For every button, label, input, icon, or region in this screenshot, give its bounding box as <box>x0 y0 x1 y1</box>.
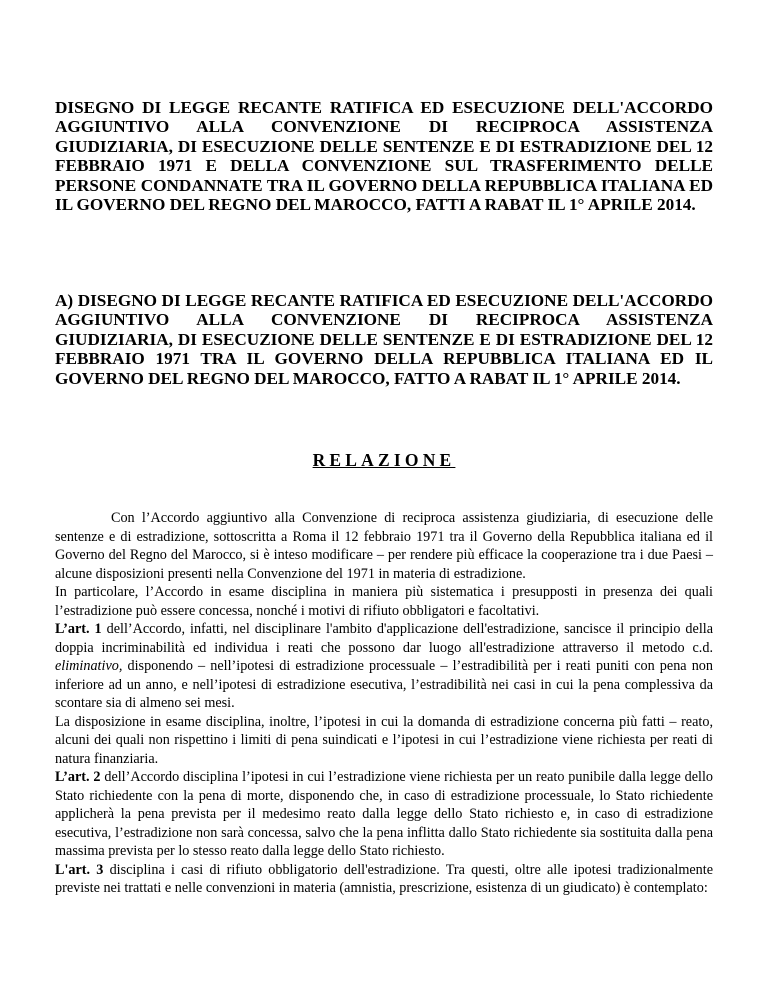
art-1-text-b: disponendo – nell’ipotesi di estradizione processuale – l’estradibilità per i reati puniti con pena non inferiore ad un anno, e nell’ipotesi di estradizione esecutiva, l’estradibilità nei casi in cui la pena complessiva da scontare sia di almeno sei mesi. <box>55 658 713 711</box>
body-text <box>55 509 713 898</box>
art-2-label: L’art. 2 <box>55 769 101 785</box>
art-3-label: L'art. 3 <box>55 861 104 878</box>
art-1-label: L’art. 1 <box>55 621 102 637</box>
art-1-emphasis: eliminativo, <box>55 658 123 674</box>
art-2-text: dell’Accordo disciplina l’ipotesi in cui l’estradizione viene richiesta per un reato punibile dalla legge dello Stato richiedente con la pena di morte, disponendo che, in caso di estradizione processuale, lo Stato richiedente applicherà la pena prevista per il medesimo reato dalla legge dello Stato richiesto e, in caso di estradizione esecutiva, l’estradizione non sarà concessa, salvo che la pena inflitta dallo Stato richiedente sia sostituita dalla pena massima prevista per lo stesso reato dalla legge dello Stato richiesto. <box>55 769 713 859</box>
relazione-heading: RELAZIONE <box>312 450 456 470</box>
paragraph-art-1 <box>55 620 713 713</box>
art-3-text: disciplina i casi di rifiuto obbligatorio dell'estradizione. Tra questi, oltre alle ipotesi tradizionalmente previste nei trattati e nelle convenzioni in materia (amnistia, prescrizione, esistenza di un giudicato) è contemplato: <box>55 861 713 896</box>
paragraph-art-2 <box>55 768 713 861</box>
paragraph-art-3 <box>55 861 713 898</box>
paragraph-particolare: In particolare, l’Accordo in esame disciplina in maniera più sistematica i presupposti in presenza dei quali l’estradizione può essere concessa, nonché i motivi di rifiuto obbligatori e facoltativi. <box>55 584 713 619</box>
paragraph-disposizione: La disposizione in esame disciplina, inoltre, l’ipotesi in cui la domanda di estradizione concerna più fatti – reato, alcuni dei quali non rispettino i limiti di pena suindicati e l’ipotesi in cui l’estradizione viene richiesta per reati di natura finanziaria. <box>55 713 713 767</box>
section-a-title: A) DISEGNO DI LEGGE RECANTE RATIFICA ED ESECUZIONE DELL'ACCORDO AGGIUNTIVO ALLA CONVENZIONE DI RECIPROCA ASSISTENZA GIUDIZIARIA, DI ESECUZIONE DELLE SENTENZE E DI ESTRADIZIONE DEL 12 FEBBRAIO 1971 TRA IL GOVERNO DELLA REPUBBLICA ITALIANA ED IL GOVERNO DEL REGNO DEL MAROCCO, FATTO A RABAT IL 1° APRILE 2014. <box>55 291 713 388</box>
paragraph-intro: Con l’Accordo aggiuntivo alla Convenzione di reciproca assistenza giudiziaria, di esecuzione delle sentenze e di estradizione, sottoscritta a Roma il 12 febbraio 1971 tra il Governo della Repubblica italiana ed il Governo del Regno del Marocco, si è inteso modificare – per rendere più efficace la cooperazione tra i due Paesi – alcune disposizioni presenti nella Convenzione del 1971 in materia di estradizione. <box>55 510 713 582</box>
art-1-text-a: dell’Accordo, infatti, nel disciplinare l'ambito d'applicazione dell'estradizione, sancisce il principio della doppia incriminabilità ed individua i reati che possono dar luogo all'estradizione attraverso il metodo c.d. <box>55 621 714 656</box>
main-title: DISEGNO DI LEGGE RECANTE RATIFICA ED ESECUZIONE DELL'ACCORDO AGGIUNTIVO ALLA CONVENZIONE DI RECIPROCA ASSISTENZA GIUDIZIARIA, DI ESECUZIONE DELLE SENTENZE E DI ESTRADIZIONE DEL 12 FEBBRAIO 1971 E DELLA CONVENZIONE SUL TRASFERIMENTO DELLE PERSONE CONDANNATE TRA IL GOVERNO DELLA REPUBBLICA ITALIANA ED IL GOVERNO DEL REGNO DEL MAROCCO, FATTI A RABAT IL 1° APRILE 2014. <box>55 98 713 215</box>
